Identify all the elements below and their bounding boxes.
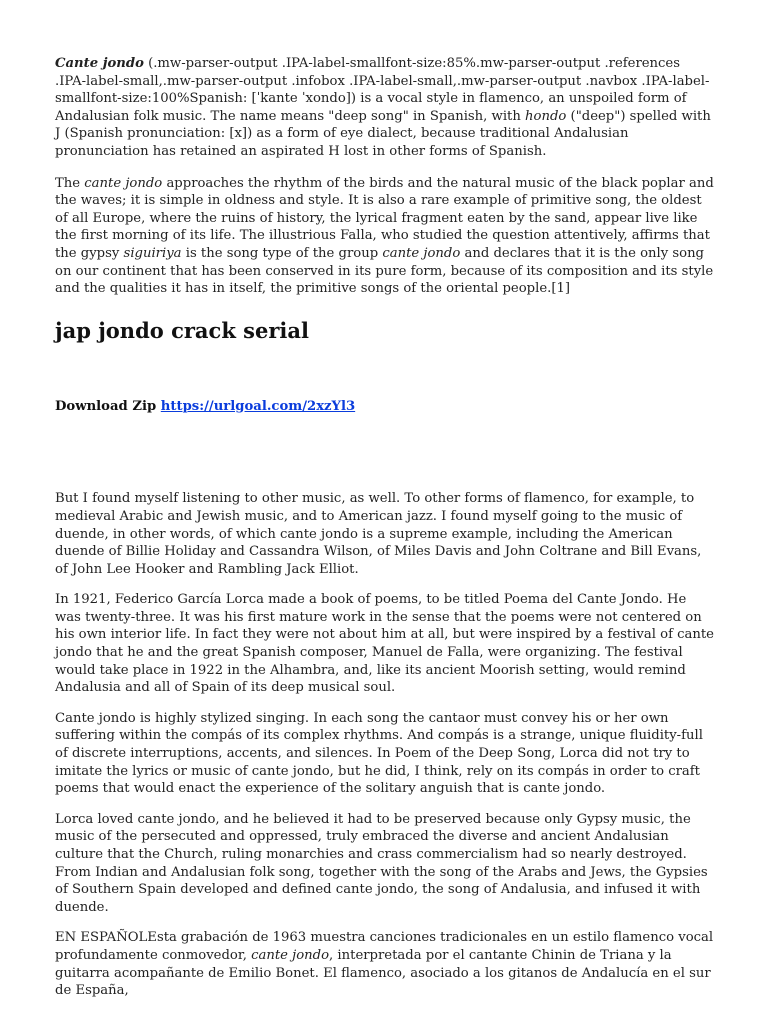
quote-text-3: is the song type of the group xyxy=(181,245,383,261)
spanish-paragraph xyxy=(55,929,715,999)
download-link[interactable]: https://urlgoal.com/2xzYl3 xyxy=(160,398,356,414)
term-hondo: hondo xyxy=(525,108,567,124)
term-cante-jondo: cante jondo xyxy=(251,947,330,963)
body-paragraph-3: Cante jondo is highly stylized singing. In each song the cantaor must convey his or her own suffering within the compás of its complex rhythms. And compás is a strange, unique fluidity-full of discrete interruptions, accents, and silences. In Poem of the Deep Song, Lorca did not try to imitate the lyrics or music of cante jondo, but he did, I think, rely on its compás in order to craft poems that would enact the experience of the solitary anguish that is cante jondo. xyxy=(55,710,703,797)
term-cante-jondo: cante jondo xyxy=(84,175,163,191)
body-paragraph-2: In 1921, Federico García Lorca made a book of poems, to be titled Poema del Cante Jondo. He was twenty-three. It was his first mature work in the sense that the poems were not centered on his own interior life. In fact they were not about him at all, but were inspired by a festival of cante jondo that he and the great Spanish composer, Manuel de Falla, were organizing. The festival would take place in 1922 in the Alhambra, and, like its ancient Moorish setting, would remind Andalusia and all of Spain of its deep musical soul. xyxy=(55,592,714,696)
term-cante-jondo: cante jondo xyxy=(382,245,461,261)
spanish-text-1: EN ESPAÑOLEsta grabación de 1963 muestra canciones tradicionales en un estilo flamenco vocal profundamente conmovedor, xyxy=(55,930,714,963)
blank-space xyxy=(55,415,715,475)
intro-text-1: (.mw-parser-output .IPA-label-smallfont-size:85%.mw-parser-output .references .IPA-label-small,.mw-parser-output .infobox .IPA-label-small,.mw-parser-output .navbox .IPA-label-smallfont-size:100%Spanish: [ˈkante ˈxondo]) is a vocal style in flamenco, an unspoiled form of Andalusian folk music. The name means "deep song" in Spanish, with xyxy=(55,56,710,124)
intro-text-2: ("deep") spelled with J (Spanish pronunciation: [x]) as a form of eye dialect, because traditional Andalusian pronunciation has retained an aspirated H lost in other forms of Spanish. xyxy=(55,108,711,159)
intro-paragraph xyxy=(55,55,715,161)
term-siguiriya: siguiriya xyxy=(123,245,182,261)
spanish-text-2: , interpretada por el cantante Chinin de Triana y la guitarra acompañante de Emilio Bonet. El flamenco, asociado a los gitanos de Andalucía en el sur de España, xyxy=(55,947,711,999)
quote-text-4: and declares that it is the only song on our continent that has been conserved in its pure form, because of its composition and its style and the qualities it has in itself, the primitive songs of the oriental people.[1] xyxy=(55,245,714,297)
download-label: Download Zip xyxy=(55,398,157,414)
download-line xyxy=(55,398,715,416)
body-paragraph-1: But I found myself listening to other music, as well. To other forms of flamenco, for example, to medieval Arabic and Jewish music, and to American jazz. I found myself going to the music of duende, in other words, of which cante jondo is a supreme example, including the American duende of Billie Holiday and Cassandra Wilson, of Miles Davis and John Coltrane and Bill Evans, of John Lee Hooker and Rambling Jack Elliot. xyxy=(55,491,702,577)
quote-paragraph xyxy=(55,175,715,298)
page-heading: jap jondo crack serial xyxy=(55,317,309,343)
term-cante-jondo: Cante jondo xyxy=(55,56,144,71)
body-paragraph-4: Lorca loved cante jondo, and he believed it had to be preserved because only Gypsy music, the music of the persecuted and oppressed, truly embraced the diverse and ancient Andalusian culture that the Church, ruling monarchies and crass commercialism had so nearly destroyed. From Indian and Andalusian folk song, together with the song of the Arabs and Jews, the Gypsies of Southern Spain developed and defined cante jondo, the song of Andalusia, and infused it with duende. xyxy=(55,811,708,915)
quote-text-1: The xyxy=(55,175,85,191)
quote-text-2: approaches the rhythm of the birds and the natural music of the black poplar and the waves; it is simple in oldness and style. It is also a rare example of primitive song, the oldest of all Europe, where the ruins of history, the lyrical fragment eaten by the sand, appear live like the first morning of its life. The illustrious Falla, who studied the question attentively, affirms that the gypsy xyxy=(55,175,714,261)
